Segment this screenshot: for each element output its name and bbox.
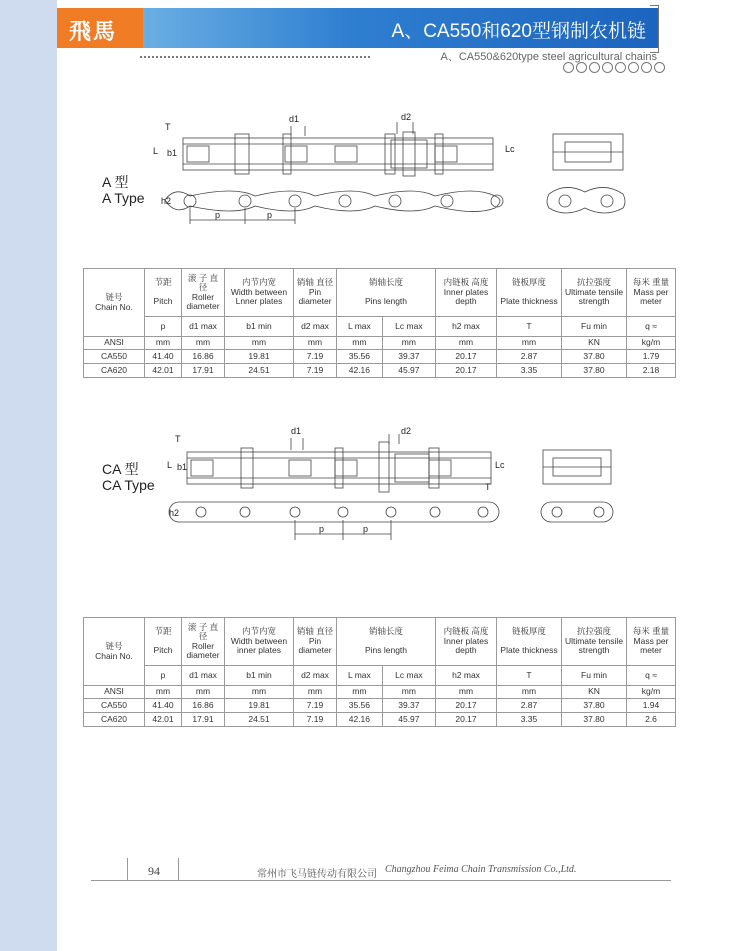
col-pin: 销轴 直径 Pin diameter <box>294 269 337 317</box>
logo: 飛馬 <box>69 19 118 45</box>
table-row: CA620 42.01 17.91 24.51 7.19 42.16 45.97 20.17 3.35 37.80 2.6 <box>84 713 676 727</box>
label-p2: p <box>267 210 273 220</box>
col-mass: 每米 重量 Mass per meter <box>627 618 676 666</box>
label-T2: T <box>485 482 491 492</box>
label-d2: d2 <box>401 112 412 122</box>
header-bracket <box>650 5 659 53</box>
page-header <box>57 8 658 48</box>
col-pitch: 节距 Pitch <box>145 269 182 317</box>
a-type-chain-drawing <box>95 108 655 238</box>
col-pin: 销轴 直径 Pin diameter <box>294 618 337 666</box>
label-L: L <box>167 460 173 470</box>
ca-type-chain-drawing <box>95 420 655 550</box>
label-b1: b1 <box>177 462 188 472</box>
label-T: T <box>175 434 181 444</box>
col-pitch: 节距 Pitch <box>145 618 182 666</box>
label-h2: h2 <box>161 196 172 206</box>
label-p2: p <box>363 524 369 534</box>
company-name-en: Changzhou Feima Chain Transmission Co.,Ltd. <box>385 864 577 875</box>
col-roller: 滚 子 直 径 Roller diameter <box>182 269 225 317</box>
symbol-row-ca: p d1 max b1 min d2 max L max Lc max h2 max T Fu min q ≈ <box>84 666 676 686</box>
label-Lc: Lc <box>495 460 505 470</box>
label-p1: p <box>319 524 325 534</box>
col-depth: 内链板 高度 Inner plates depth <box>436 618 497 666</box>
label-b1: b1 <box>167 148 178 158</box>
footer-rule <box>91 880 671 881</box>
spec-table-ca <box>83 617 676 727</box>
units-row-a: ANSI mm mm mm mm mm mm mm mm KN kg/m <box>84 337 676 350</box>
dotted-divider <box>140 56 370 58</box>
label-T: T <box>165 122 171 132</box>
type-a-label-en: A Type <box>102 190 145 206</box>
decorative-circles <box>563 62 665 73</box>
col-thickness: 链板厚度 Plate thickness <box>497 618 562 666</box>
col-pin-length: 销轴长度 Pins length <box>337 269 436 317</box>
title-bar <box>143 8 658 48</box>
label-p1: p <box>215 210 221 220</box>
table-row: CA550 41.40 16.86 19.81 7.19 35.56 39.37 20.17 2.87 37.80 1.94 <box>84 699 676 713</box>
col-pin-length: 销轴长度 Pins length <box>337 618 436 666</box>
col-tensile: 抗拉强度 Ultimate tensile strength <box>562 618 627 666</box>
col-depth: 内链板 高度 Inner plates depth <box>436 269 497 317</box>
col-thickness: 链板厚度 Plate thickness <box>497 269 562 317</box>
page-number: 94 <box>148 864 160 878</box>
units-row-ca: ANSI mm mm mm mm mm mm mm mm KN kg/m <box>84 686 676 699</box>
label-d1: d1 <box>291 426 302 436</box>
type-ca-label-cn: CA 型 <box>102 461 139 477</box>
col-tensile: 抗拉强度 Ultimate tensile strength <box>562 269 627 317</box>
type-a-label-cn: A 型 <box>102 174 129 190</box>
label-Lc: Lc <box>505 144 515 154</box>
col-width: 内节内宽 Width between Lnner plates <box>225 269 294 317</box>
col-chain-no: 链号 Chain No. <box>84 618 145 686</box>
left-sidebar-band <box>0 0 57 951</box>
label-d1: d1 <box>289 114 300 124</box>
spec-table-a <box>83 268 676 378</box>
label-L: L <box>153 146 159 156</box>
col-mass: 每米 重量 Mass per meter <box>627 269 676 317</box>
symbol-row-a: p d1 max b1 min d2 max L max Lc max h2 max T Fu min q ≈ <box>84 317 676 337</box>
logo-tab <box>57 8 143 48</box>
page-title-cn: A、CA550和620型钢制农机链 <box>391 21 646 42</box>
type-ca-label-en: CA Type <box>102 477 155 493</box>
company-name-cn: 常州市飞马链传动有限公司 <box>257 869 377 880</box>
label-h2: h2 <box>169 508 180 518</box>
table-row: CA550 41.40 16.86 19.81 7.19 35.56 39.37 20.17 2.87 37.80 1.79 <box>84 350 676 364</box>
label-d2: d2 <box>401 426 412 436</box>
col-roller: 滚 子 直 径 Roller diameter <box>182 618 225 666</box>
a-chain-top-outline <box>183 138 493 170</box>
page-title-en: A、CA550&620type steel agricultural chains <box>440 51 657 63</box>
col-chain-no: 链号 Chain No. <box>84 269 145 337</box>
col-width: 内节内宽 Width between inner plates <box>225 618 294 666</box>
table-row: CA620 42.01 17.91 24.51 7.19 42.16 45.97 20.17 3.35 37.80 2.18 <box>84 364 676 378</box>
